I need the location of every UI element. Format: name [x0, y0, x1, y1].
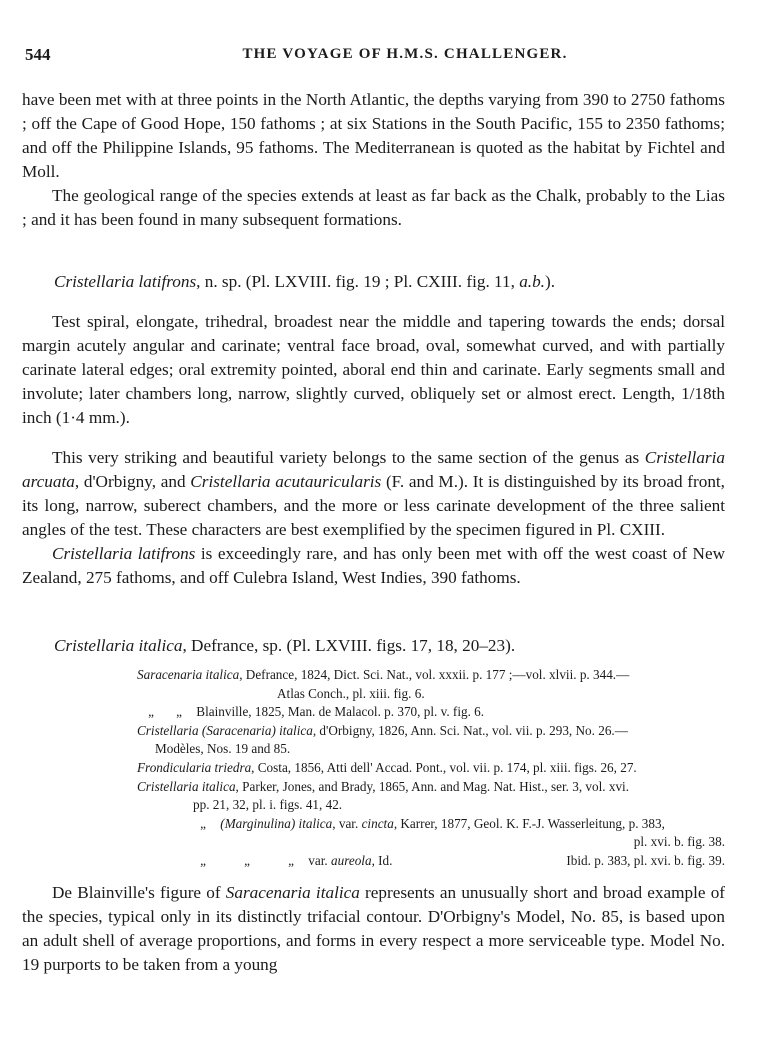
description-paragraph: Test spiral, elongate, trihedral, broadest near the middle and tapering towards the ends; dorsal margin acutely angular and carinate; ventral face broad, oval, somewhat curved, and with partially carinate lateral edges; oral extremity pointed, aboral end thin and carinate. Early segments small and involute; later chambers long, narrow, slightly curved, obliquely set or almost erect. Length, 1/18th inch (1·4 mm.). [22, 312, 725, 427]
page-number: 544 [25, 45, 51, 64]
synonymy-entry: „ (Marginulina) italica, var. cincta, Karrer, 1877, Geol. K. F.-J. Wasserleitung, p. 383, pl. xvi. b. fig. 38. [200, 815, 725, 850]
page-body [22, 88, 725, 977]
intro-paragraph-2: The geological range of the species extends at least as far back as the Chalk, probably to the Lias ; and it has been found in many subsequent formations. [22, 186, 725, 229]
synonymy-entry: Cristellaria italica, Parker, Jones, and Brady, 1865, Ann. and Mag. Nat. Hist., ser. 3, vol. xvi. pp. 21, 32, pl. i. figs. 41, 42. [137, 778, 630, 813]
rarity-paragraph: Cristellaria latifrons is exceedingly rare, and has only been met with off the west coast of New Zealand, 275 fathoms, and off Culebra Island, West Indies, 390 fathoms. [22, 544, 726, 587]
synonymy-entry: „ „ „ var. aureola, Id. Ibid. p. 383, pl. xvi. b. fig. 39. [200, 852, 725, 868]
running-title: THE VOYAGE OF H.M.S. CHALLENGER. [242, 46, 568, 62]
length-fraction: 1/18 [681, 384, 712, 403]
synonymy-entry: Saracenaria italica, Defrance, 1824, Dict. Sci. Nat., vol. xxxii. p. 177 ;—vol. xlvii. p. 344.— Atlas Conch., pl. xiii. fig. 6. [137, 667, 630, 701]
species-heading-italica: Cristellaria italica, Defrance, sp. (Pl. LXVIII. figs. 17, 18, 20–23). [54, 636, 516, 655]
species-name: Cristellaria latifrons [54, 272, 197, 291]
synonymy-list [137, 666, 725, 871]
species-name: Cristellaria italica [54, 636, 183, 655]
page-header [25, 45, 725, 69]
species-heading-latifrons: Cristellaria latifrons, n. sp. (Pl. LXVIII. fig. 19 ; Pl. CXIII. fig. 11, a.b.). [54, 272, 555, 291]
remarks-paragraph: This very striking and beautiful variety belongs to the same section of the genus as Cristellaria arcuata, d'Orbigny, and Cristellaria acutauricularis (F. and M.). It is distinguished by its broad front, its long, narrow, suberect chambers, and the more or less carinate development of the three salient angles of the test. These characters are best exemplified by the specimen figured in Pl. CXIII. [22, 448, 725, 539]
synonymy-entry: „ „ Blainville, 1825, Man. de Malacol. p. 370, pl. v. fig. 6. [148, 704, 485, 720]
intro-paragraph-1: have been met with at three points in the North Atlantic, the depths varying from 390 to 2750 fathoms ; off the Cape of Good Hope, 150 fathoms ; at six Stations in the South Pacific, 155 to 2350 fathoms; and off the Philippine Islands, 95 fathoms. The Mediterranean is quoted as the habitat by Fichtel and Moll. [22, 90, 725, 181]
synonymy-entry: Frondicularia triedra, Costa, 1856, Atti dell' Accad. Pont., vol. vii. p. 174, pl. xiii. figs. 26, 27. [137, 759, 637, 775]
synonymy-entry: Cristellaria (Saracenaria) italica, d'Orbigny, 1826, Ann. Sci. Nat., vol. vii. p. 293, No. 26.— Modèles, Nos. 19 and 85. [137, 722, 628, 757]
closing-paragraph: De Blainville's figure of Saracenaria italica represents an unusually short and broad example of the species, typical only in its distinctly trifacial contour. D'Orbigny's Model, No. 85, is based upon an adult shell of average proportions, and forms in every respect a more serviceable type. Model No. 19 purports to be taken from a young [22, 882, 726, 974]
